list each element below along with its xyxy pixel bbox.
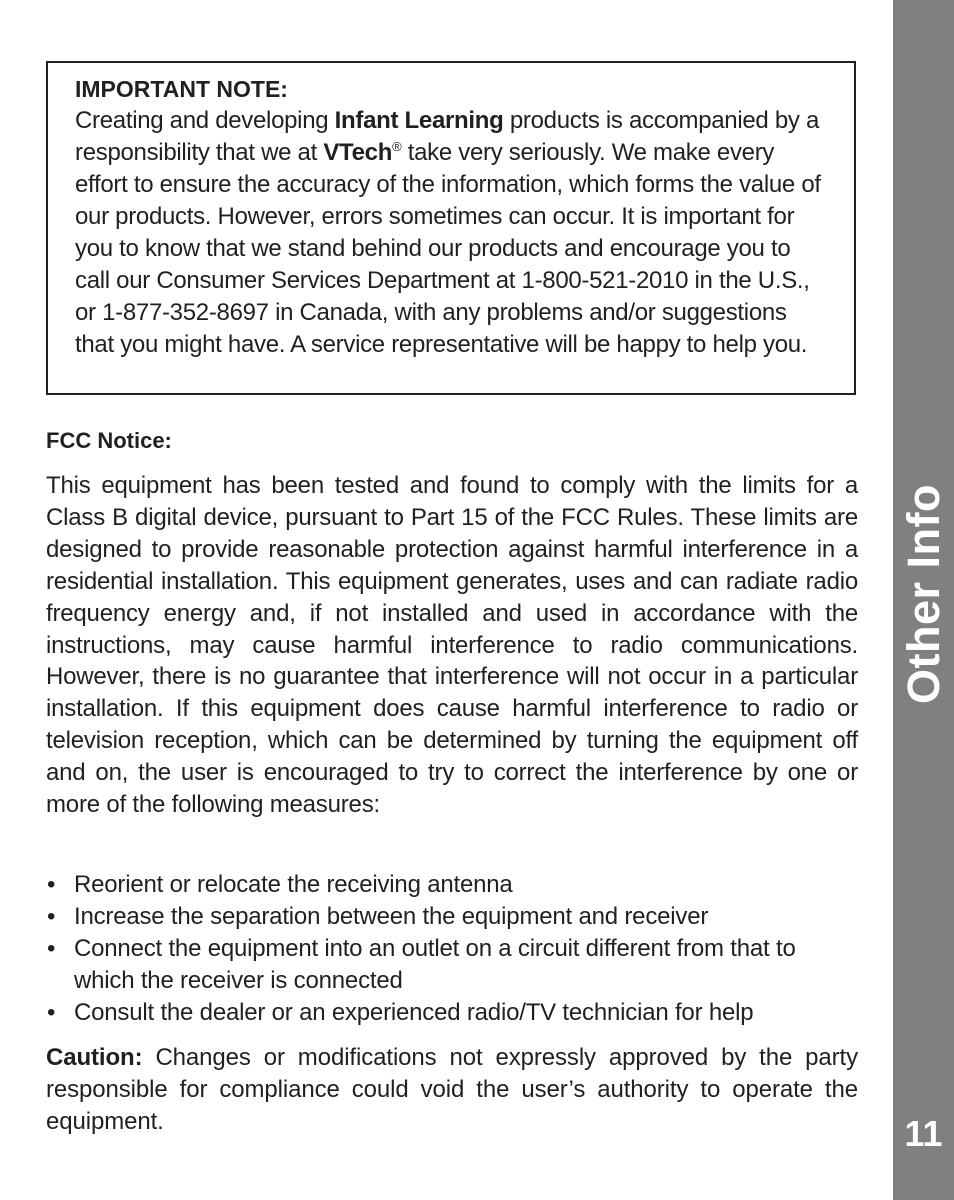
caution-paragraph bbox=[46, 1042, 858, 1138]
fcc-notice-heading: FCC Notice: bbox=[46, 428, 172, 453]
section-tab-label: Other Info bbox=[898, 484, 949, 704]
interference-measures-list bbox=[46, 869, 858, 1029]
company-name: VTech bbox=[323, 139, 393, 166]
caution-text: Changes or modifications not expressly approved by the party responsible for compliance could void the user’s authority to operate the equipment. bbox=[46, 1044, 858, 1135]
important-note-box bbox=[46, 61, 856, 395]
caution-label: Caution: bbox=[46, 1044, 143, 1071]
list-item-text: Connect the equipment into an outlet on a circuit different from that to which the receiver is connected bbox=[74, 935, 796, 994]
bullet-icon: • bbox=[47, 999, 56, 1026]
note-text-part-1: Creating and developing bbox=[75, 107, 335, 134]
list-item bbox=[46, 869, 858, 901]
page-number: 11 bbox=[904, 1113, 943, 1154]
bullet-icon: • bbox=[47, 871, 56, 898]
list-item bbox=[46, 933, 858, 997]
note-text-part-3: take very seriously. We make every effort to ensure the accuracy of the information, which forms the value of our products. However, errors sometimes can occur. It is important for you to know that we stand behind our products and encourage you to call our Consumer Services Department at 1-800-521-2010 in the U.S., or 1-877-352-8697 in Canada, with any problems and/or suggestions that you might have. A service representative will be happy to help you. bbox=[75, 139, 821, 358]
list-item-text: Reorient or relocate the receiving antenna bbox=[74, 871, 513, 898]
registered-mark: ® bbox=[392, 139, 402, 154]
list-item bbox=[46, 901, 858, 933]
list-item-text: Increase the separation between the equipment and receiver bbox=[74, 903, 709, 930]
fcc-notice-body: This equipment has been tested and found to comply with the limits for a Class B digital device, pursuant to Part 15 of the FCC Rules. These limits are designed to provide reasonable protection against harmful interference in a residential installation. This equipment generates, uses and can radiate radio frequency energy and, if not installed and used in accordance with the instructions, may cause harmful interference to radio communications. However, there is no guarantee that interference will not occur in a particular installation. If this equipment does cause harmful interference to radio or television reception, which can be determined by turning the equipment off and on, the user is encouraged to try to correct the interference by one or more of the following measures: bbox=[46, 472, 858, 819]
important-note-text bbox=[75, 105, 828, 361]
bullet-icon: • bbox=[47, 935, 56, 962]
bullet-icon: • bbox=[47, 903, 56, 930]
list-item-text: Consult the dealer or an experienced radio/TV technician for help bbox=[74, 999, 754, 1026]
note-text-part-2: products is accompanied by a responsibility that we at bbox=[75, 107, 819, 166]
important-note-title: IMPORTANT NOTE: bbox=[75, 76, 288, 102]
list-item bbox=[46, 997, 858, 1029]
product-line-name: Infant Learning bbox=[334, 107, 504, 134]
